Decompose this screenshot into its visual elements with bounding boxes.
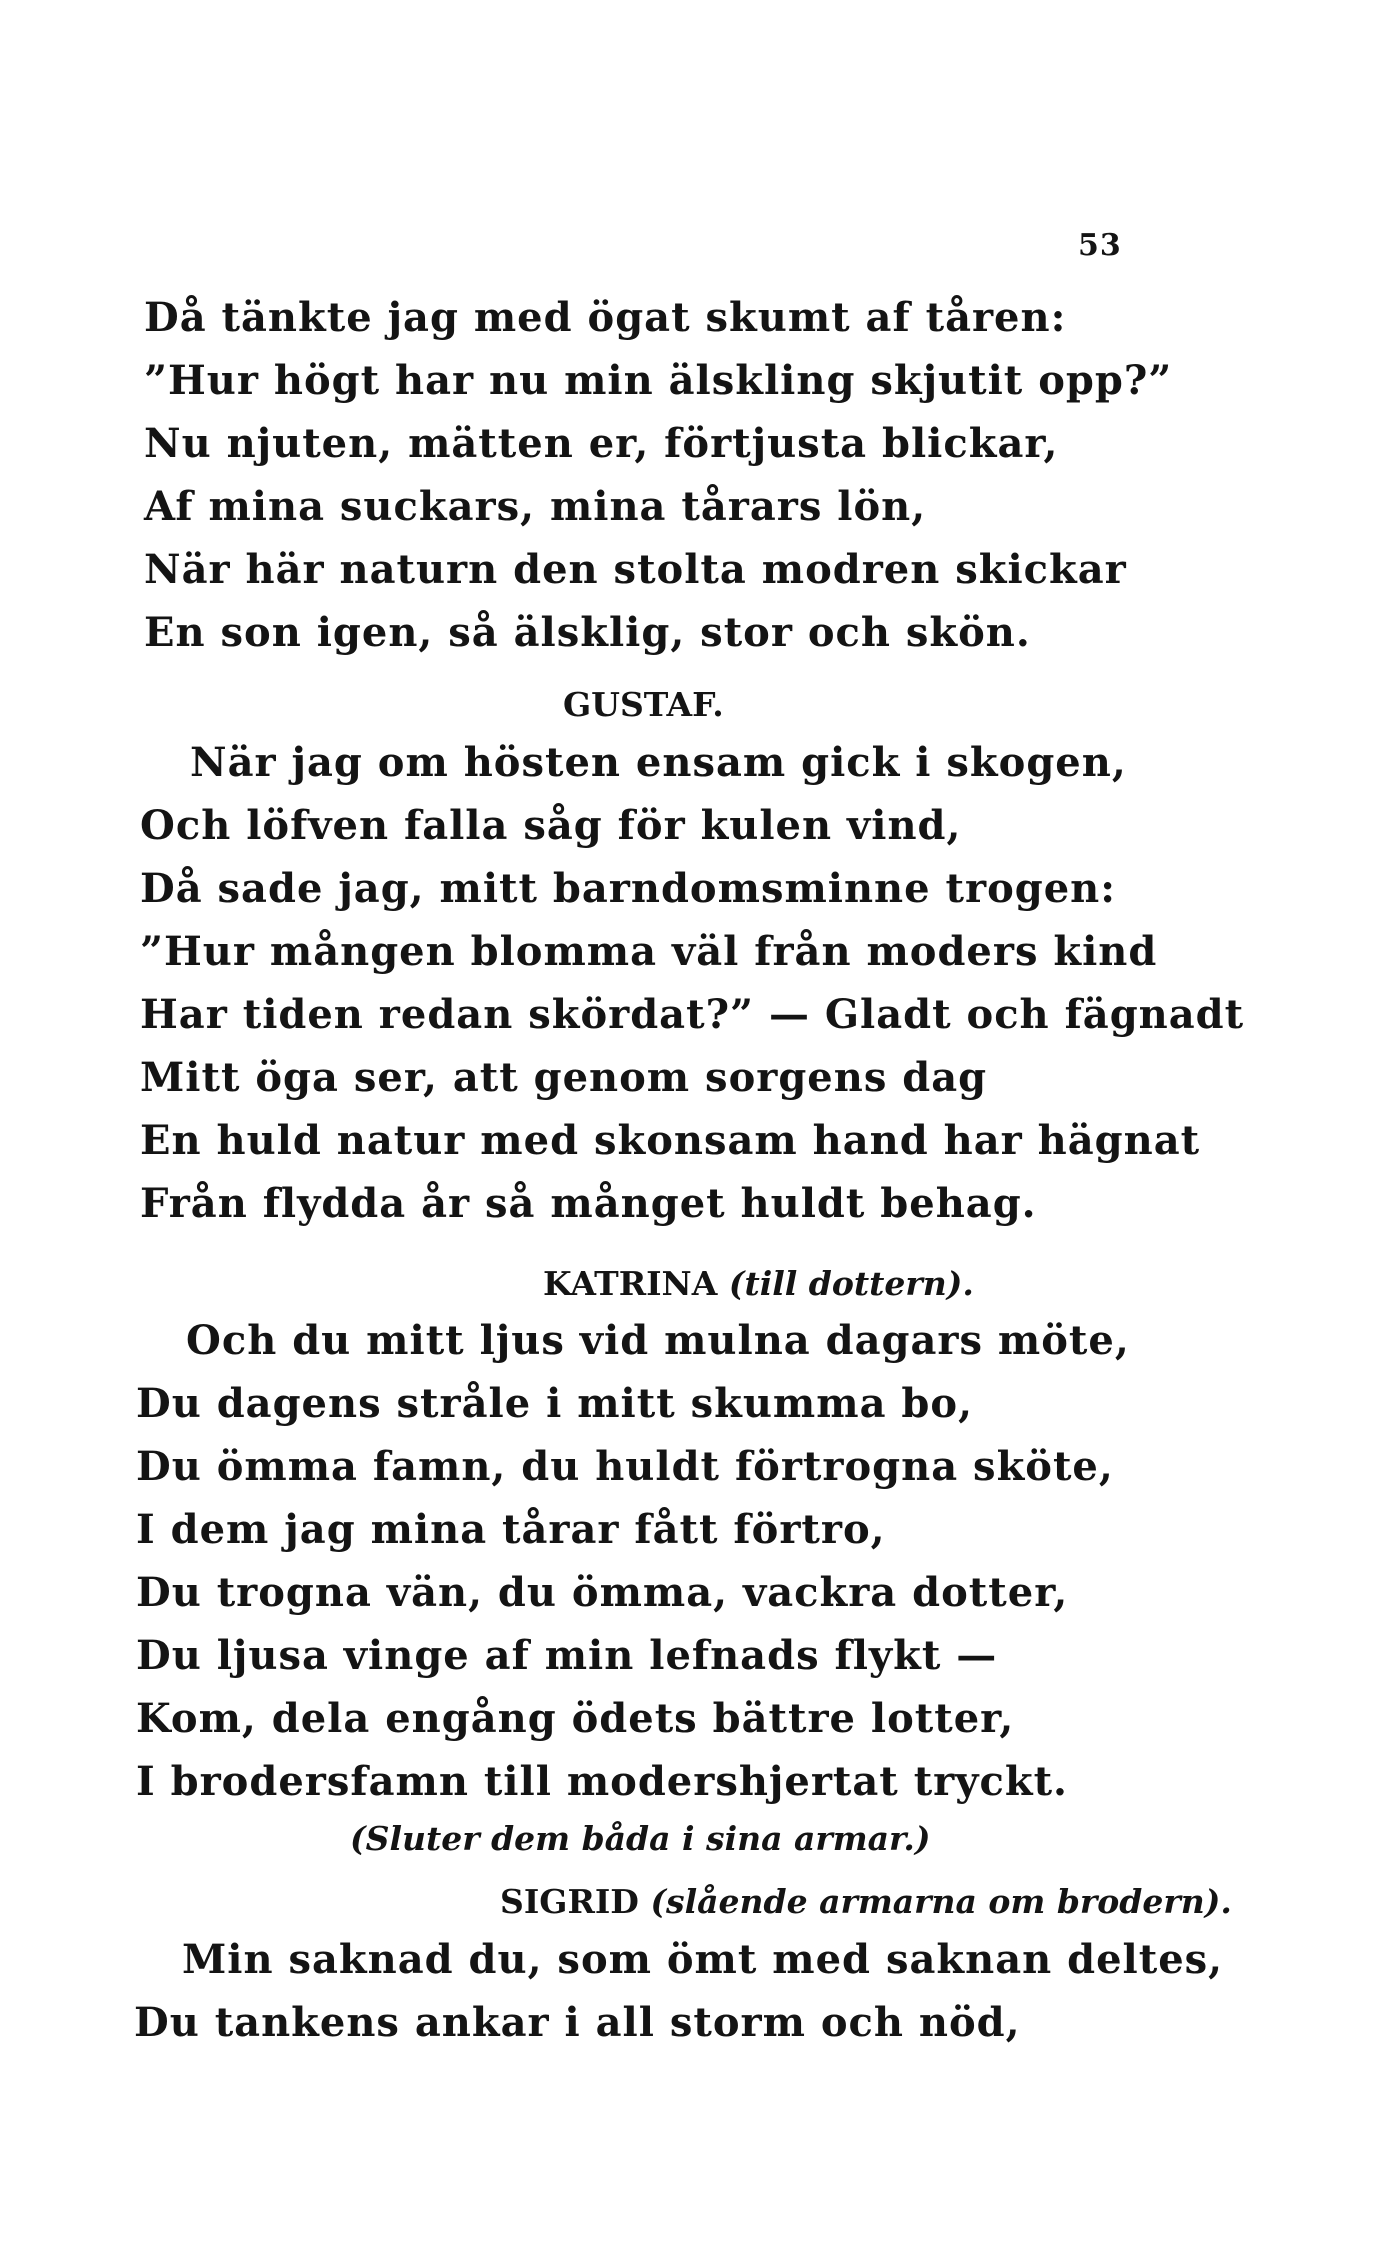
verse-line: Du tankens ankar i all storm och nöd,	[134, 1999, 1021, 2046]
speaker-katrina	[543, 1262, 974, 1306]
speaker-name: KATRINA	[543, 1264, 718, 1303]
verse-line: Har tiden redan skördat?” — Gladt och fägnadt	[140, 991, 1245, 1038]
verse-line: Då tänkte jag med ögat skumt af tåren:	[144, 294, 1067, 341]
verse-line: ”Hur mången blomma väl från moders kind	[140, 928, 1158, 975]
verse-line: En son igen, så älsklig, stor och skön.	[144, 609, 1031, 656]
verse-line: Från flydda år så månget huldt behag.	[140, 1180, 1037, 1227]
verse-line: Då sade jag, mitt barndomsminne trogen:	[140, 865, 1117, 912]
verse-line: Du ömma famn, du huldt förtrogna sköte,	[136, 1443, 1114, 1490]
speaker-note: (slående armarna om brodern).	[650, 1882, 1232, 1921]
verse-line: En huld natur med skonsam hand har hägnat	[140, 1117, 1201, 1164]
stage-direction: (Sluter dem båda i sina armar.)	[350, 1819, 931, 1858]
verse-line: När här naturn den stolta modren skickar	[144, 546, 1127, 593]
page-number: 53	[1078, 228, 1122, 263]
speaker-name: SIGRID	[500, 1882, 639, 1921]
verse-line: Min saknad du, som ömt med saknan deltes,	[182, 1936, 1224, 1983]
verse-line: Du ljusa vinge af min lefnads flykt —	[136, 1632, 998, 1679]
verse-line: Och du mitt ljus vid mulna dagars möte,	[186, 1317, 1130, 1364]
verse-line: Nu njuten, mätten er, förtjusta blickar,	[144, 420, 1059, 467]
verse-line: När jag om hösten ensam gick i skogen,	[190, 739, 1127, 786]
verse-line: I brodersfamn till modershjertat tryckt.	[136, 1758, 1068, 1805]
verse-line: ”Hur högt har nu min älskling skjutit opp?”	[144, 357, 1173, 404]
verse-line: Du dagens stråle i mitt skumma bo,	[136, 1380, 973, 1427]
verse-line: Af mina suckars, mina tårars lön,	[144, 483, 927, 530]
speaker-note: (till dottern).	[728, 1264, 974, 1303]
verse-line: Kom, dela engång ödets bättre lotter,	[136, 1695, 1015, 1742]
verse-line: I dem jag mina tårar fått förtro,	[136, 1506, 886, 1553]
speaker-sigrid	[500, 1880, 1232, 1924]
verse-line: Mitt öga ser, att genom sorgens dag	[140, 1054, 988, 1101]
speaker-gustaf: GUSTAF.	[563, 685, 724, 724]
verse-line: Du trogna vän, du ömma, vackra dotter,	[136, 1569, 1069, 1616]
verse-line: Och löfven falla såg för kulen vind,	[140, 802, 962, 849]
